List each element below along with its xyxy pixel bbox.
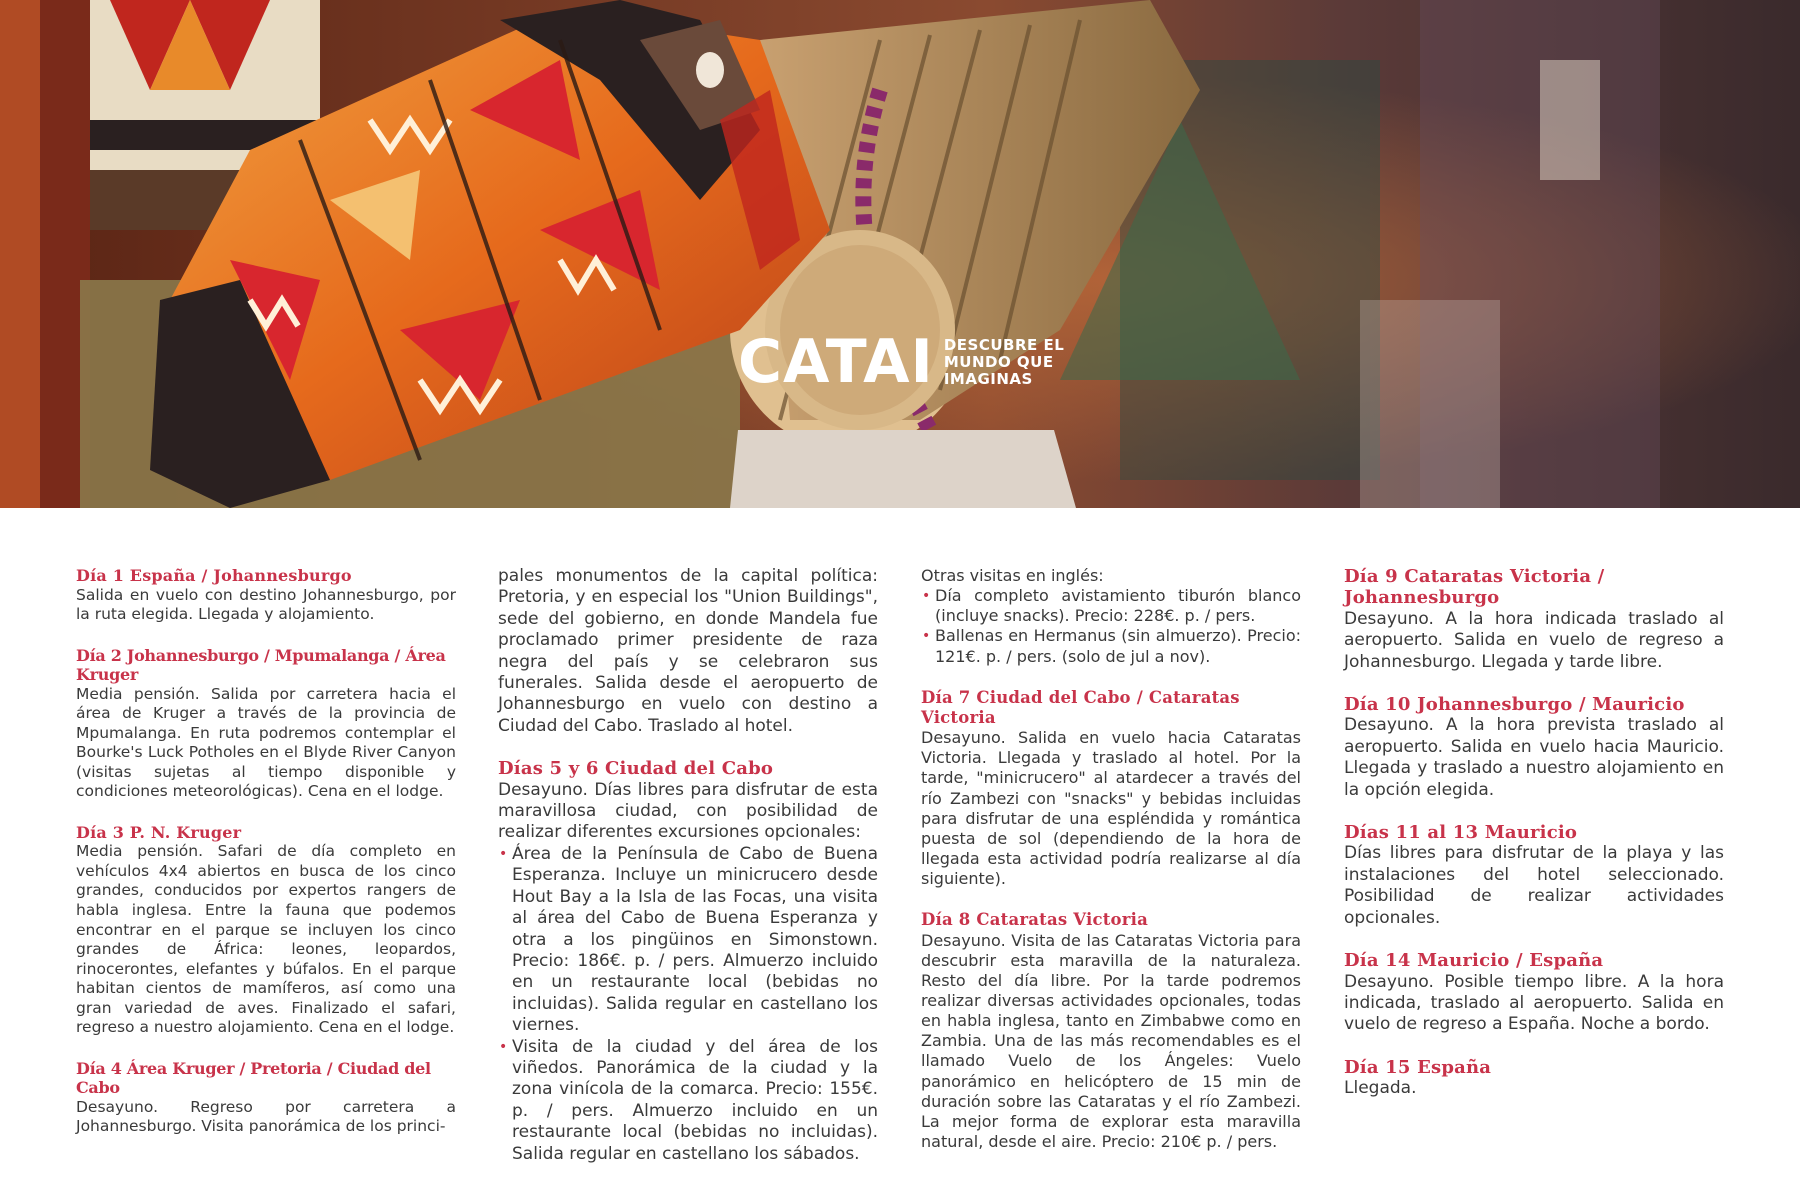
itinerary-day <box>76 566 456 625</box>
itinerary-day <box>921 910 1301 1152</box>
day-heading: Día 3 P. N. Kruger <box>76 822 242 842</box>
excursion-text: Ballenas en Hermanus (sin almuerzo). Precio: 121€. p. / pers. (solo de jul a nov). <box>935 626 1301 666</box>
day-description: Desayuno. A la hora prevista traslado al aeropuerto. Salida en vuelo hacia Mauricio. Llegada y traslado a nuestro alojamiento en la opción elegida. <box>1344 715 1724 800</box>
excursion-text: Área de la Península de Cabo de Buena Esperanza. Incluye un minicrucero desde Hout Bay a la Isla de las Focas, una visita al área del Cabo de Buena Esperanza y otra a los pingüinos en Simonstown. Precio: 186€. p. / pers. Almuerzo incluido en un restaurante local (bebidas no incluidas). Salida regular en castellano los viernes. <box>512 843 878 1036</box>
day-heading: Día 15 España <box>1344 1056 1492 1078</box>
logo-wordmark: CATAI <box>738 327 934 397</box>
day-heading: Días 5 y 6 Ciudad del Cabo <box>498 758 774 780</box>
day-heading: Día 7 Ciudad del Cabo / Cataratas Victoria <box>921 687 1240 727</box>
day-heading: Días 11 al 13 Mauricio <box>1344 822 1578 844</box>
excursion-item <box>498 1037 878 1165</box>
itinerary-day <box>921 688 1301 890</box>
day-description: Desayuno. Regreso por carretera a Johannesburgo. Visita panorámica de los princi- <box>76 1097 456 1136</box>
day-heading: Día 14 Mauricio / España <box>1344 950 1604 972</box>
day-description: Desayuno. Días libres para disfrutar de esta maravillosa ciudad, con posibilidad de realizar diferentes excursiones opcionales: <box>498 779 878 843</box>
catai-logo <box>738 327 1065 397</box>
itinerary-day <box>1344 694 1724 801</box>
day-description: Desayuno. Salida en vuelo hacia Cataratas Victoria. Llegada y traslado al hotel. Por la tarde, "minicrucero" al atardecer a través del río Zambezi con "snacks" y bebidas incluidas para disfrutar de una espléndida y romántica puesta de sol (dependiendo de la hora de llegada esta actividad podría realizarse al día siguiente). <box>921 728 1301 889</box>
logo-tagline-line: MUNDO QUE <box>943 352 1054 371</box>
day-heading: Día 10 Johannesburgo / Mauricio <box>1344 694 1685 716</box>
itinerary-day <box>76 823 456 1038</box>
day-description: Desayuno. Posible tiempo libre. A la hora indicada, traslado al aeropuerto. Salida en vuelo de regreso a España. Noche a bordo. <box>1344 971 1724 1035</box>
bullet-icon: • <box>922 628 931 645</box>
day-heading: Día 9 Cataratas Victoria / Johannesburgo <box>1344 566 1605 609</box>
itinerary-day <box>1344 822 1724 929</box>
day-description: Media pensión. Salida por carretera hacia el área de Kruger a través de la provincia de Mpumalanga. En ruta podremos contemplar el Bourke's Luck Potholes en el Blyde River Canyon (visitas sujetas al tiempo disponible y condiciones meteorológicas). Cena en el lodge. <box>76 684 456 801</box>
itinerary-continuation <box>498 566 878 737</box>
logo-tagline-line: IMAGINAS <box>943 369 1033 388</box>
bullet-icon: • <box>499 845 508 862</box>
day-description: Media pensión. Safari de día completo en vehículos 4x4 abiertos en busca de los cinco grandes, conducidos por expertos rangers de habla inglesa. Entre la fauna que podemos encontrar en el parque se incluyen los cinco grandes de África: leones, leopardos, rinocerontes, elefantes y búfalos. En el parque habitan cientos de mamíferos, así como una gran variedad de aves. Finalizado el safari, regreso a nuestro alojamiento. Cena en el lodge. <box>76 842 456 1037</box>
excursion-item <box>921 586 1301 626</box>
day-description: Llegada. <box>1344 1078 1417 1099</box>
excursion-item <box>498 844 878 1037</box>
bullet-icon: • <box>922 588 931 605</box>
day-description: Días libres para disfrutar de la playa y las instalaciones del hotel seleccionado. Posibilidad de realizar actividades opcionales. <box>1344 843 1724 928</box>
day-description: Desayuno. Visita de las Cataratas Victoria para descubrir esta maravilla de la naturaleza. Resto del día libre. Por la tarde podremos realizar diversas actividades opcionales, todas en habla inglesa, tanto en Zimbabwe como en Zambia. Una de las más recomendables es el llamado Vuelo de los Ángeles: Vuelo panorámico en helicóptero de 15 min de duración sobre las Cataratas y el río Zambezi. La mejor forma de explorar esta maravilla natural, desde el aire. Precio: 210€ p. / pers. <box>921 930 1301 1152</box>
itinerary-day <box>1344 566 1724 673</box>
excursion-text: Visita de la ciudad y del área de los viñedos. Panorámica de la ciudad y la zona vinícola de la comarca. Precio: 155€. p. / pers. Almuerzo incluido en un restaurante local (bebidas no incluidas). Salida regular en castellano los sábados. <box>512 1036 878 1164</box>
itinerary-day <box>1344 1057 1724 1100</box>
itinerary-column-3 <box>921 566 1301 1173</box>
day-description: Desayuno. A la hora indicada traslado al aeropuerto. Salida en vuelo de regreso a Johannesburgo. Llegada y tarde libre. <box>1344 608 1724 672</box>
itinerary-day <box>1344 950 1724 1036</box>
itinerary-day <box>76 646 456 802</box>
day-heading: Día 2 Johannesburgo / Mpumalanga / Área Kruger <box>76 645 446 685</box>
other-visits-intro: Otras visitas en inglés: <box>921 566 1104 585</box>
day-description: Salida en vuelo con destino Johannesburgo, por la ruta elegida. Llegada y alojamiento. <box>76 585 456 624</box>
logo-tagline <box>944 337 1064 388</box>
other-visits <box>921 566 1301 667</box>
beige-tab-decoration <box>0 0 1800 508</box>
itinerary-column-2 <box>498 566 878 1186</box>
bullet-icon: • <box>499 1038 508 1055</box>
day-heading: Día 1 España / Johannesburgo <box>76 566 352 585</box>
excursion-text: Día completo avistamiento tiburón blanco (incluye snacks). Precio: 228€. p. / pers. <box>935 586 1301 626</box>
itinerary-day <box>498 758 878 1165</box>
excursion-item <box>921 626 1301 666</box>
day-heading: Día 8 Cataratas Victoria <box>921 910 1149 930</box>
day-heading: Día 4 Área Kruger / Pretoria / Ciudad del Cabo <box>76 1058 431 1098</box>
day-description: pales monumentos de la capital política: Pretoria, y en especial los "Union Buildings", sede del gobierno, en donde Mandela fue proclamado primer presidente de raza negra del país y se celebraron sus funerales. Salida desde el aeropuerto de Johannesburgo en vuelo con destino a Ciudad del Cabo. Traslado al hotel. <box>498 566 878 736</box>
excursion-list <box>921 586 1301 667</box>
logo-tagline-line: DESCUBRE EL <box>943 335 1065 354</box>
excursion-list <box>498 844 878 1165</box>
itinerary-column-1 <box>76 566 456 1158</box>
hero-photo <box>0 0 1800 508</box>
itinerary-column-4 <box>1344 566 1724 1121</box>
itinerary-day <box>76 1059 456 1137</box>
